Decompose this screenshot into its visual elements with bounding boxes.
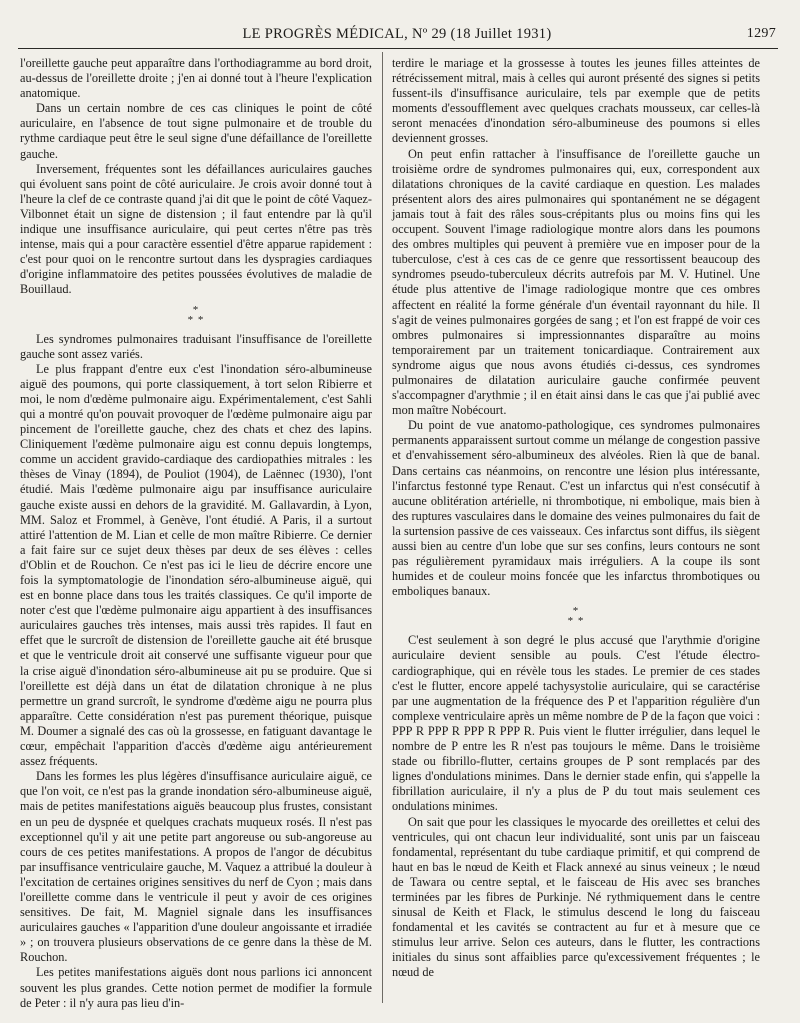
paragraph: Les syndromes pulmonaires traduisant l'insuffisance de l'oreillette gauche sont assez variés.	[20, 331, 372, 361]
column-divider	[382, 52, 383, 1003]
page-number: 1297	[746, 26, 776, 41]
paragraph: On peut enfin rattacher à l'insuffisance de l'oreillette gauche un troisième ordre de syndromes pulmonaires qui, eux, correspondent aux dilatations chroniques de la cavité cardiaque en question. Les malades présentent alors des aires pulmonaires qui spontanément ne se dégagent jamais tout à fait des râles sous-crépitants plus ou moins fins qui les occupent. Souvent l'image radiologique montre alors dans les poumons des ombres multiples qui peuvent à première vue en imposer pour de la tuberculose, c'est à ces cas de ce genre que ressortissent beaucoup des syndromes pseudo-tuberculeux décrits autrefois par M. V. Hutinel. Une étude plus attentive de l'image radiologique montre que ces ombres affectent en réalité la forme générale d'un éventail rayonnant du hile. Il s'agit de veines pulmonaires gorgées de sang ; et l'on est frappé de voir ces ombres pulmonaires si impressionnantes disparaître au moins temporairement par un traitement tonicardiaque. Contrairement aux syndrome aigus que nous avons étudiés ci-dessus, ces syndromes pulmonaires de dilatation auriculaire gauche confirmée peuvent s'accompagner d'arythmie ; il en était ainsi dans le cas que j'ai publié avec mon maître Nobécourt.	[392, 146, 760, 418]
journal-title: LE PROGRÈS MÉDICAL, Nº 29 (18 Juillet 1931)	[242, 26, 552, 42]
separator-bottom: * *	[187, 313, 205, 326]
paragraph: Le plus frappant d'entre eux c'est l'inondation séro-albumineuse aiguë des poumons, qui porte classiquement, à tort selon Ribierre et moi, le nom d'œdème pulmonaire aigu. Expérimentalement, c'est Sahli qui a montré qu'on pouvait provoquer de l'œdème pulmonaire aigu par pincement de l'oreillette gauche, chez des chats et chez des lapins. Cliniquement l'œdème pulmonaire aigu est connu depuis longtemps, comme un accident gravido-cardiaque des cardiopathies mitrales : les thèses de Vinay (1894), de Pouliot (1904), de Laënnec (1930), l'ont étudié. Mais l'œdème pulmonaire aigu par insuffisance auriculaire gauche existe aussi en dehors de la gravidité. M. Gallavardin, à Lyon, MM. Saloz et Frommel, à Genève, l'ont étudié. A Paris, il a surtout attiré l'attention de M. Lian et celle de mon maître Ribierre. Ce dernier a fait faire sur ce sujet deux thèses par deux de ses élèves : celles d'Oblin et de Rouchon. Ce n'est pas ici le lieu de décrire encore une fois la symptomatologie de l'inondation séro-albumineuse aiguë, qui est en bonne place dans tous les traités classiques. Ce qu'il importe de noter c'est que l'œdème pulmonaire aigu appartient à des insuffisances auriculaires gauches très intenses, mais aussi très rapides. Il faut en effet que le surcroît de distension de l'oreillette gauche ait été brusque et que le ventricule droit ait conservé une suffisante vigueur pour que la crise aiguë d'inondation séro-albumineuse ait pu se produire. Que si l'oreillette est déjà dans un état de dilatation chronique à ne plus permettre un grand surcroît, le syndrome d'œdème aigu ne pourra plus apparaître. Cette considération n'est pas purement théorique, puisque M. Doumer a signalé des cas où la grossesse, en fatiguant davantage le cœur, empêchait l'apparition d'accès d'œdème aigu antérieurement assez fréquents.	[20, 361, 372, 769]
separator-top: *	[572, 605, 580, 618]
right-column	[392, 56, 760, 1001]
paragraph: Du point de vue anatomo-pathologique, ces syndromes pulmonaires permanents apparaissent surtout comme un mélange de congestion passive et d'envahissement séro-albumineux des alvéoles. Rien là que de banal. Dans certains cas néanmoins, on rencontre une lésion plus intéressante, l'infarctus festonné type Renaut. C'est un infarctus qui n'est consécutif à aucune oblitération artérielle, ni thrombotique, ni embolique, mais bien à des ruptures vasculaires dans le domaine des veines pulmonaires du fait de la surtension passive de ces vaisseaux. Ces infarctus sont diffus, ils siègent aussi bien au centre d'un lobe que sur ses confins, leurs contours ne sont pas régulièrement pyramidaux mais irréguliers. A la coupe ils sont humides et de couleur moins foncée que les infarctus thrombotiques ou emboliques banaux.	[392, 418, 760, 599]
paragraph: Les petites manifestations aiguës dont nous parlions ici annoncent souvent les plus grandes. Cette notion permet de modifier la formule de Peter : il n'y aura pas lieu d'in-	[20, 965, 372, 1010]
section-separator	[392, 606, 760, 626]
paragraph: On sait que pour les classiques le myocarde des oreillettes et celui des ventricules, qui ont chacun leur individualité, sont unis par un faisceau fondamental, représentant du tube cardiaque primitif, et qui comprend de haut en bas le nœud de Keith et Flack annexé au sinus veineux ; le nœud de Tawara ou centre septal, et le faisceau de His avec ses branches terminées par les fibres de Purkinje. Né rythmiquement dans le centre sinusal de Keith et Flack, le stimulus descend le long du faisceau fondamental et les cavités se contractent au fur et à mesure que ce stimulus leur arrive. Selon ces auteurs, dans le flutter, les contractions initiales du sinus sont affaiblies parce qu'excessivement fréquentes ; le nœud de	[392, 814, 760, 980]
running-header	[18, 26, 776, 48]
header-rule	[18, 48, 778, 49]
separator-top: *	[192, 303, 200, 316]
section-separator	[20, 305, 372, 325]
left-column	[20, 56, 372, 1010]
paragraph: Inversement, fréquentes sont les défaillances auriculaires gauches qui évoluent sans point de côté auriculaire. Je crois avoir donné tout à l'heure la clef de ce contraste quand j'ai dit que le point de côté Vaquez-Vilbonnet était un signe de distension ; il faut entendre par là qu'il indique une insuffisance auriculaire, qui peut certes n'être pas très intense, mais qui a pour caractère essentiel d'être apparue rapidement : c'est pour quoi on le rencontre surtout dans les dyspragies cardiaques d'origine inflammatoire des petites poussées évolutives de maladie de Bouillaud.	[20, 161, 372, 297]
paragraph: terdire le mariage et la grossesse à toutes les jeunes filles atteintes de rétrécissement mitral, mais à celles qui auront présenté des signes si petits fussent-ils d'insuffisance auriculaire, tels par exemple que de petits moments d'essoufflement avec quelques crachats mousseux, car celles-là seront menacées d'inondation séro-albumineuse des poumons si elles deviennent grosses.	[392, 56, 760, 146]
separator-bottom: * *	[567, 615, 585, 628]
paragraph: l'oreillette gauche peut apparaître dans l'orthodiagramme au bord droit, au-dessus de l'oreillette droite ; j'en ai donné tout à l'heure l'explication anatomique.	[20, 56, 372, 101]
paragraph: C'est seulement à son degré le plus accusé que l'arythmie d'origine auriculaire devient sensible au pouls. C'est l'étude électro-cardiographique, qui en révèle tous les stades. Le premier de ces stades c'est le flutter, encore appelé tachysystolie auriculaire, qui se caractérise par une augmentation de la fréquence des P et l'apparition régulière d'un complexe ventriculaire après un même nombre de P de la façon que voici : PPP R PPP R PPP R PPP R. Puis vient le flutter irrégulier, dans lequel le nombre de P entre les R n'est pas toujours le même. Dans le troisième stade ou fibrillo-flutter, certains groupes de P sont remplacés par des lignes d'ondulations minimes. Dans le dernier stade enfin, qui s'appelle la fibrillation auriculaire, il n'y a plus de P du tout mais seulement ces ondulations minimes.	[392, 633, 760, 814]
paragraph: Dans les formes les plus légères d'insuffisance auriculaire aiguë, ce que l'on voit, ce n'est pas la grande inondation séro-albumineuse aiguë, mais de petites manifestations aiguës beaucoup plus frustes, consistant en un peu de dyspnée et quelques crachats muqueux rosés. Il n'est pas exceptionnel qu'il y ait une petite part angoreuse ou sub-angoreuse au cours de ces petites manifestations. A propos de l'angor de décubitus par insuffisance ventriculaire gauche, M. Vaquez a attribué la douleur à l'excitation de certaines origines sensitives du nerf de Cyon ; mais dans l'oreillette comme dans le ventricule il peut y avoir de ces origines sensitives. De fait, M. Magniel signale dans les insuffisances auriculaires gauches « l'apparition d'une douleur angoissante et irradiée » ; on trouvera plusieurs observations de ce genre dans la thèse de M. Rouchon.	[20, 769, 372, 965]
paragraph: Dans un certain nombre de ces cas cliniques le point de côté auriculaire, en l'absence de tout signe pulmonaire et de trouble du rythme cardiaque peut être le seul signe d'une défaillance de l'oreillette gauche.	[20, 101, 372, 161]
